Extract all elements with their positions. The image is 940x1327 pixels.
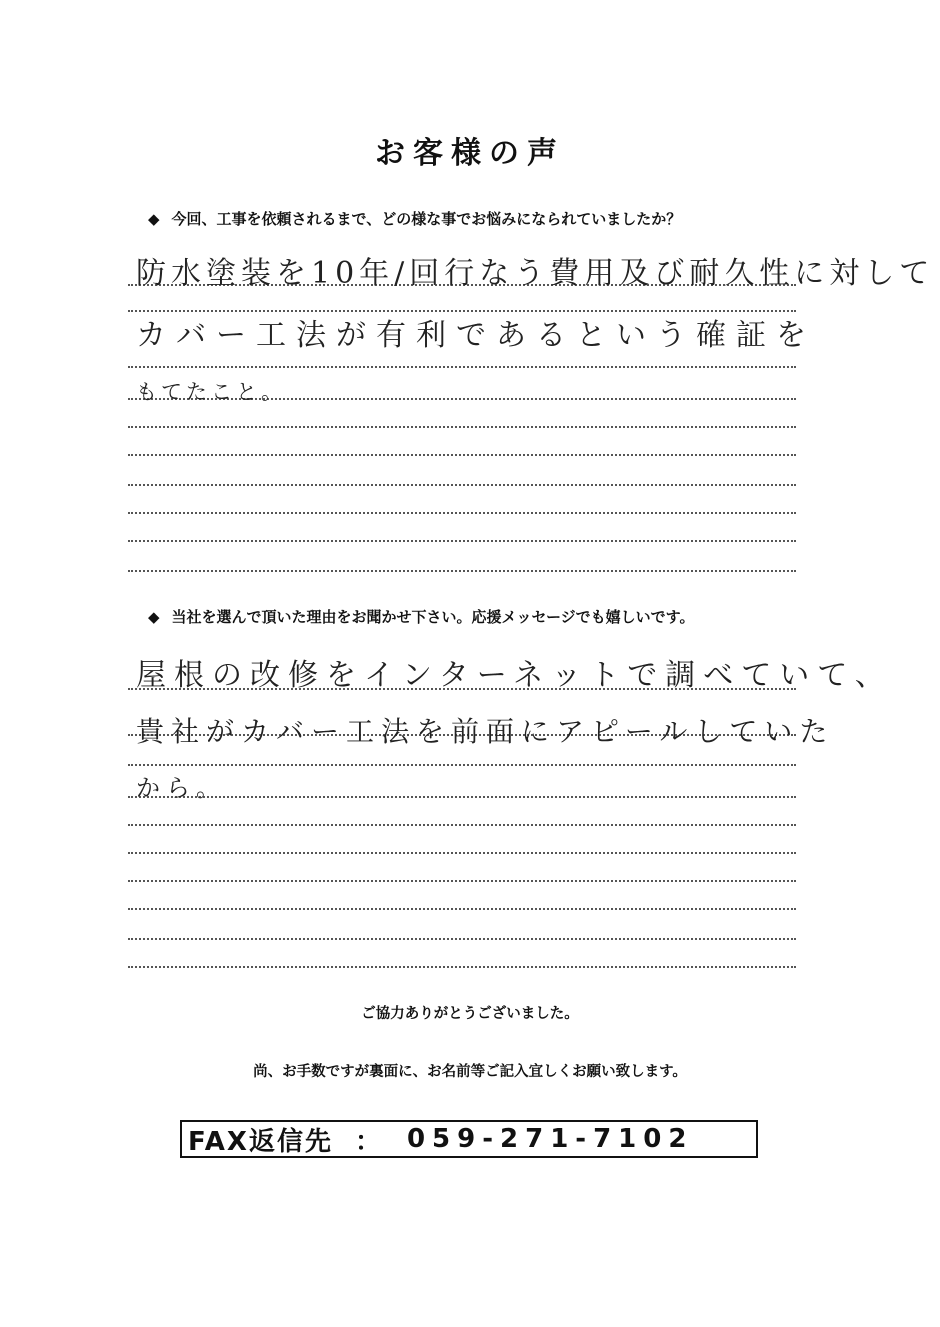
answer-line — [128, 938, 796, 940]
answer-line — [128, 570, 796, 572]
thanks-message: ご協力ありがとうございました。 — [361, 1006, 579, 1022]
answer-lines-2 — [128, 640, 893, 980]
answer-line — [128, 454, 796, 456]
fax-label: FAX返信先 — [188, 1126, 333, 1157]
answer-line — [128, 966, 796, 968]
answer-line — [128, 908, 796, 910]
answer-2-line-1: 屋根の改修をインターネットで調べていて、 — [136, 658, 893, 693]
answer-line — [128, 512, 796, 514]
answer-line — [128, 426, 796, 428]
answer-2-line-3: から。 — [136, 774, 226, 802]
question-2 — [148, 606, 694, 627]
answer-1-line-2: カバー工法が有利であるという確証を — [136, 318, 816, 353]
answer-line — [128, 796, 796, 798]
answer-line — [128, 540, 796, 542]
answer-line — [128, 880, 796, 882]
answer-line — [128, 852, 796, 854]
answer-line — [128, 366, 796, 368]
diamond-bullet-icon: ◆ — [148, 210, 160, 228]
question-2-text: 当社を選んで頂いた理由をお聞かせ下さい。応援メッセージでも嬉しいです。 — [171, 608, 695, 626]
answer-1-line-3: もてたこと。 — [136, 380, 286, 404]
page-title: お客様の声 — [375, 136, 565, 171]
fax-number: 059-271-7102 — [406, 1124, 694, 1154]
question-1 — [148, 208, 681, 229]
answer-line — [128, 484, 796, 486]
answer-1-line-1: 防水塗装を10年/回行なう費用及び耐久性に対して — [136, 256, 935, 291]
answer-2-line-2: 貴社がカバー工法を前面にアピールしていた — [136, 715, 835, 748]
footer-note: 尚、お手数ですが裏面に、お名前等ご記入宜しくお願い致します。 — [253, 1064, 687, 1080]
answer-line — [128, 764, 796, 766]
question-1-text: 今回、工事を依頼されるまで、どの様な事でお悩みになられていましたか？ — [171, 210, 682, 228]
answer-lines-1 — [128, 240, 935, 580]
fax-colon: ： — [354, 1126, 383, 1157]
diamond-bullet-icon: ◆ — [148, 608, 160, 626]
answer-line — [128, 824, 796, 826]
fax-box — [180, 1120, 758, 1158]
